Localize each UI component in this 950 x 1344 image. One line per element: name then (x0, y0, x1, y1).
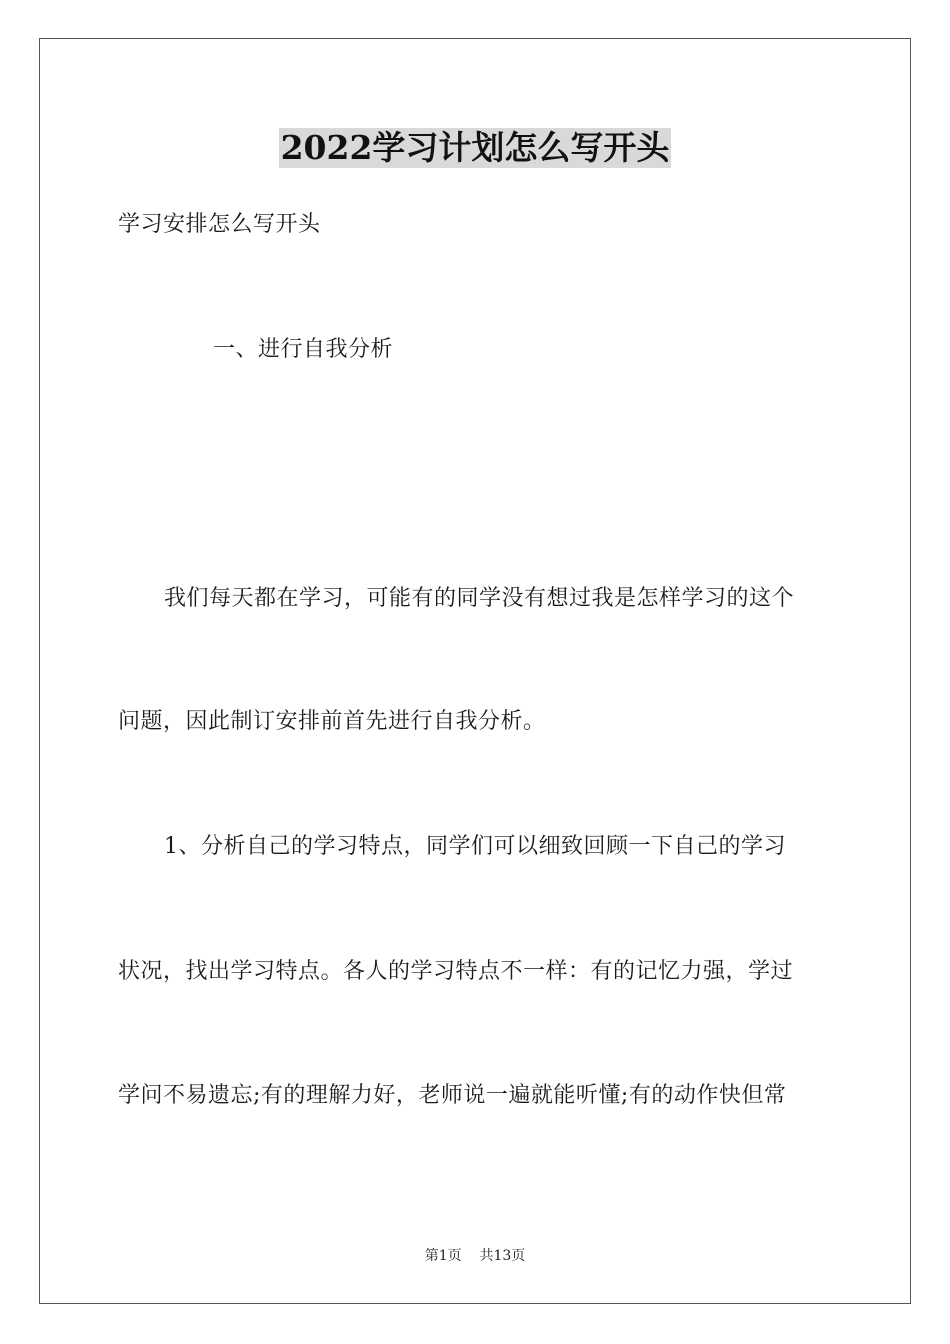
subtitle: 学习安排怎么写开头 (118, 212, 321, 237)
section-heading: 一、进行自我分析 (213, 337, 394, 362)
page-number: 第1页 (424, 1248, 462, 1264)
page-footer (0, 1246, 950, 1266)
title-container (0, 128, 950, 168)
page-total: 共13页 (479, 1248, 526, 1264)
document-title: 2022学习计划怎么写开头 (280, 128, 670, 167)
paragraph-line: 我们每天都在学习，可能有的同学没有想过我是怎样学习的这个 (164, 586, 795, 611)
paragraph-line: 学问不易遗忘;有的理解力好，老师说一遍就能听懂;有的动作快但常 (118, 1083, 787, 1108)
paragraph-line: 1、分析自己的学习特点，同学们可以细致回顾一下自己的学习 (164, 834, 786, 859)
paragraph-line: 状况，找出学习特点。各人的学习特点不一样：有的记忆力强，学过 (118, 959, 794, 984)
paragraph-line: 问题，因此制订安排前首先进行自我分析。 (118, 709, 546, 734)
